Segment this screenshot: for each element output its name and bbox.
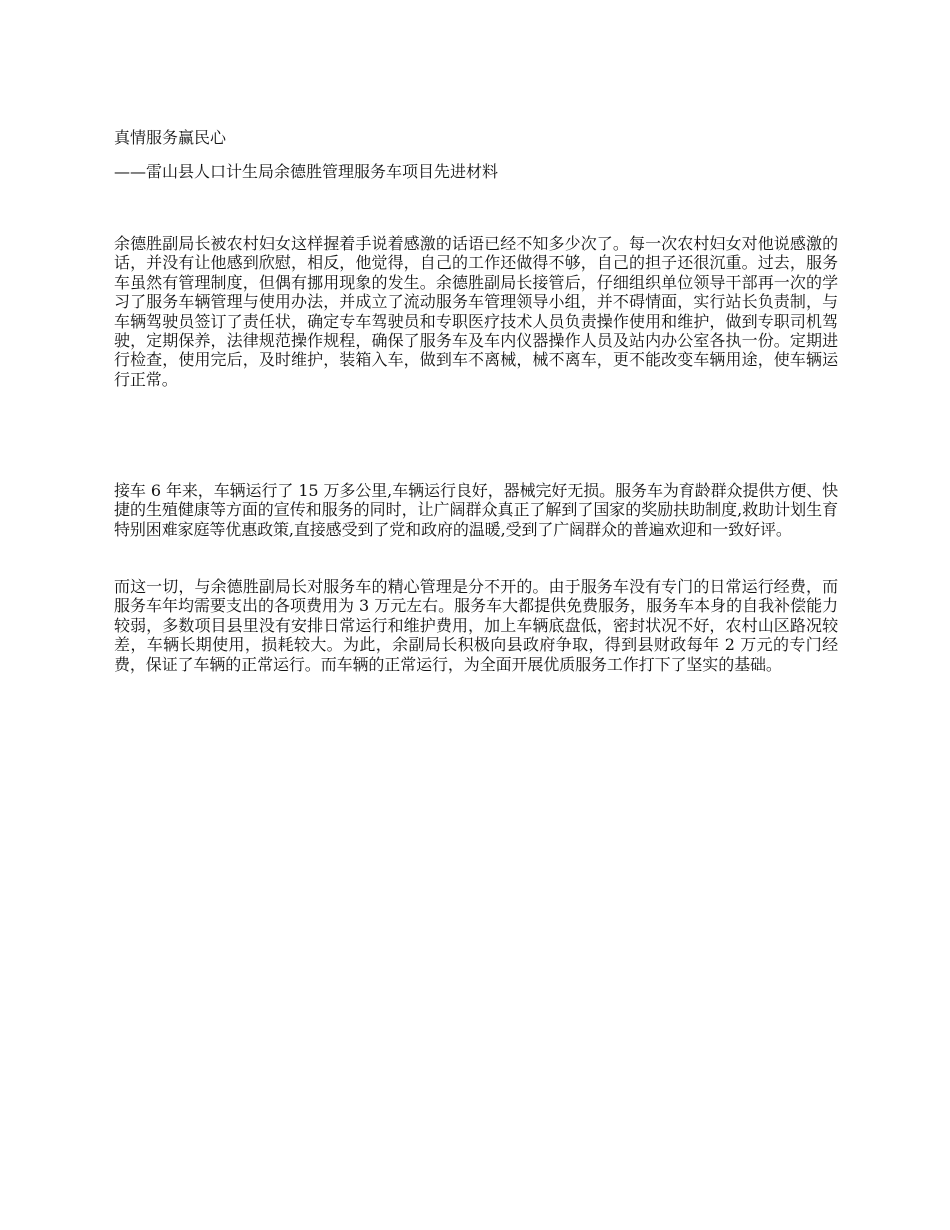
body-paragraph-2: 接车 6 年来，车辆运行了 15 万多公里,车辆运行良好，器械完好无损。服务车为育龄群众提供方便、快捷的生殖健康等方面的宣传和服务的同时，让广阔群众真正了解到了国家的奖励扶助制度,救助计划生育特别困难家庭等优惠政策,直接感受到了党和政府的温暖,受到了广阔群众的普遍欢迎和一致好评。 [114,481,838,539]
document-title: 真情服务赢民心 [114,128,227,147]
document-subtitle: ——雷山县人口计生局余德胜管理服务车项目先进材料 [114,162,499,181]
body-paragraph-3: 而这一切，与余德胜副局长对服务车的精心管理是分不开的。由于服务车没有专门的日常运行经费，而服务车年均需要支出的各项费用为 3 万元左右。服务车大都提供免费服务，服务车本身的自我补偿能力较弱，多数项目县里没有安排日常运行和维护费用，加上车辆底盘低，密封状况不好，农村山区路况较差，车辆长期使用，损耗较大。为此，余副局长积极向县政府争取，得到县财政每年 2 万元的专门经费，保证了车辆的正常运行。而车辆的正常运行，为全面开展优质服务工作打下了坚实的基础。 [114,577,838,674]
body-paragraph-1: 余德胜副局长被农村妇女这样握着手说着感激的话语已经不知多少次了。每一次农村妇女对他说感激的话，并没有让他感到欣慰，相反，他觉得，自己的工作还做得不够，自己的担子还很沉重。过去，服务车虽然有管理制度，但偶有挪用现象的发生。余德胜副局长接管后，仔细组织单位领导干部再一次的学习了服务车辆管理与使用办法，并成立了流动服务车管理领导小组，并不碍情面，实行站长负责制，与车辆驾驶员签订了责任状，确定专车驾驶员和专职医疗技术人员负责操作使用和维护，做到专职司机驾驶，定期保养，法律规范操作规程，确保了服务车及车内仪器操作人员及站内办公室各执一份。定期进行检查，使用完后，及时维护，装箱入车，做到车不离械，械不离车，更不能改变车辆用途，使车辆运行正常。 [114,234,838,389]
